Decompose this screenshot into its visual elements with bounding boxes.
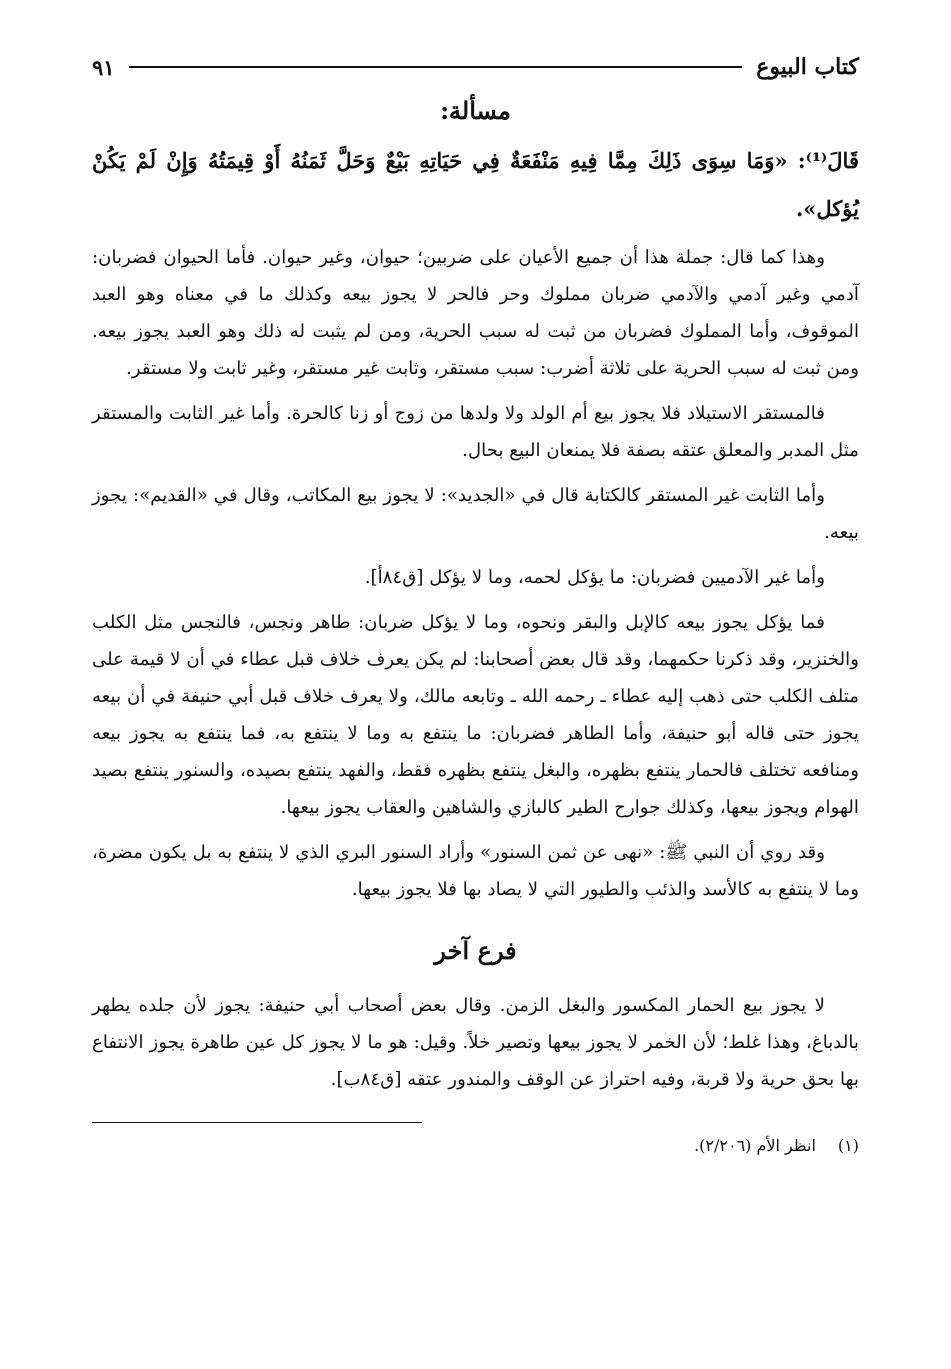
section-heading-masala: مسألة: — [440, 96, 511, 125]
paragraph-2: فالمستقر الاستيلاد فلا يجوز بيع أم الولد ولا ولدها من زوج أو زنا كالحرة. وأما غير الثابت والمستقر مثل المدبر والمعلق عتقه بصفة فلا يمنعان البيع بحال. — [92, 403, 859, 461]
page-header — [92, 44, 859, 90]
header-rule — [129, 66, 743, 68]
paragraph-3: وأما الثابت غير المستقر كالكتابة قال في «الجديد»: لا يجوز بيع المكاتب، وقال في «القديم»: يجوز بيعه. — [92, 485, 859, 543]
book-title: كتاب البيوع — [756, 54, 859, 80]
paragraph-6: وقد روي أن النبي ﷺ: «نهى عن ثمن السنور» وأراد السنور البري الذي لا ينتفع به بل يكون مضرة، وما لا ينتفع به كالأسد والذئب والطيور التي لا يصاد بها فلا يجوز بيعها. — [92, 842, 859, 900]
section-heading-far-akhar: فرع آخر — [434, 936, 517, 965]
footnote-marker: (١) — [837, 1136, 859, 1155]
quoted-text: قَالَ⁽¹⁾: «وَمَا سِوَى ذَلِكَ مِمَّا فِيهِ مَنْفَعَةٌ فِي حَيَاتِهِ بَيْعٌ وَحَلَّ ثَمَنُهُ أَوْ قِيمَتُهُ وَإِنْ لَمْ يَكُنْ يُؤكل». — [92, 148, 859, 221]
paragraph-5: فما يؤكل يجوز بيعه كالإبل والبقر ونحوه، وما لا يؤكل ضربان: طاهر ونجس، فالنجس مثل الكلب والخنزير، وقد ذكرنا حكمهما، وقد قال بعض أصحابنا: لم يكن يعرف خلاف قبل عطاء في أن لا قيمة على متلف الكلب حتى ذهب إليه عطاء ـ رحمه الله ـ وتابعه مالك، ولا يعرف خلاف قبل أبي حنيفة في أن بيعه يجوز حتى قاله أبو حنيفة، وأما الطاهر فضربان: ما ينتفع به وما لا ينتفع به، فما ينتفع به يجوز بيعه ومنافعه تختلف فالحمار ينتفع بظهره، والبغل ينتفع بظهره فقط، والفهد ينتفع بصيده، والسنور ينتفع بصيد الهوام ويجوز بيعها، وكذلك جوارح الطير كالبازي والشاهين والعقاب يجوز بيعها. — [92, 612, 859, 818]
footnote — [92, 1131, 859, 1161]
paragraph-7: لا يجوز بيع الحمار المكسور والبغل الزمن. وقال بعض أصحاب أبي حنيفة: يجوز لأن جلده يطهر بالدباغ، وهذا غلط؛ لأن الخمر لا يجوز بيعها وتصير خلاً. وقيل: هو ما لا يجوز كل عين طاهرة يجوز الانتفاع بها بحق حرية ولا قربة، وفيه احتراز عن الوقف والمندور عتقه [ق٨٤ب]. — [92, 995, 859, 1090]
footnote-text: انظر الأم (٢/٢٠٦). — [694, 1136, 816, 1155]
footnote-rule — [92, 1122, 422, 1123]
page-number: ٩١ — [92, 54, 115, 80]
paragraph-4: وأما غير الآدميين فضربان: ما يؤكل لحمه، وما لا يؤكل [ق٨٤أ]. — [364, 567, 825, 588]
paragraph-1: وهذا كما قال: جملة هذا أن جميع الأعيان على ضربين؛ حيوان، وغير حيوان. فأما الحيوان فضربان: آدمي وغير آدمي والآدمي ضربان مملوك وحر فالحر لا يجوز بيعه وكذلك ما في معناه وهو العبد الموقوف، وأما المملوك فضربان من ثبت له سبب الحرية، ومن لم يثبت له ذلك وهو العبد يجوز بيعه. ومن ثبت له سبب الحرية على ثلاثة أضرب: سبب مستقر، وثابت غير مستقر، وغير ثابت ولا مستقر. — [92, 247, 859, 379]
